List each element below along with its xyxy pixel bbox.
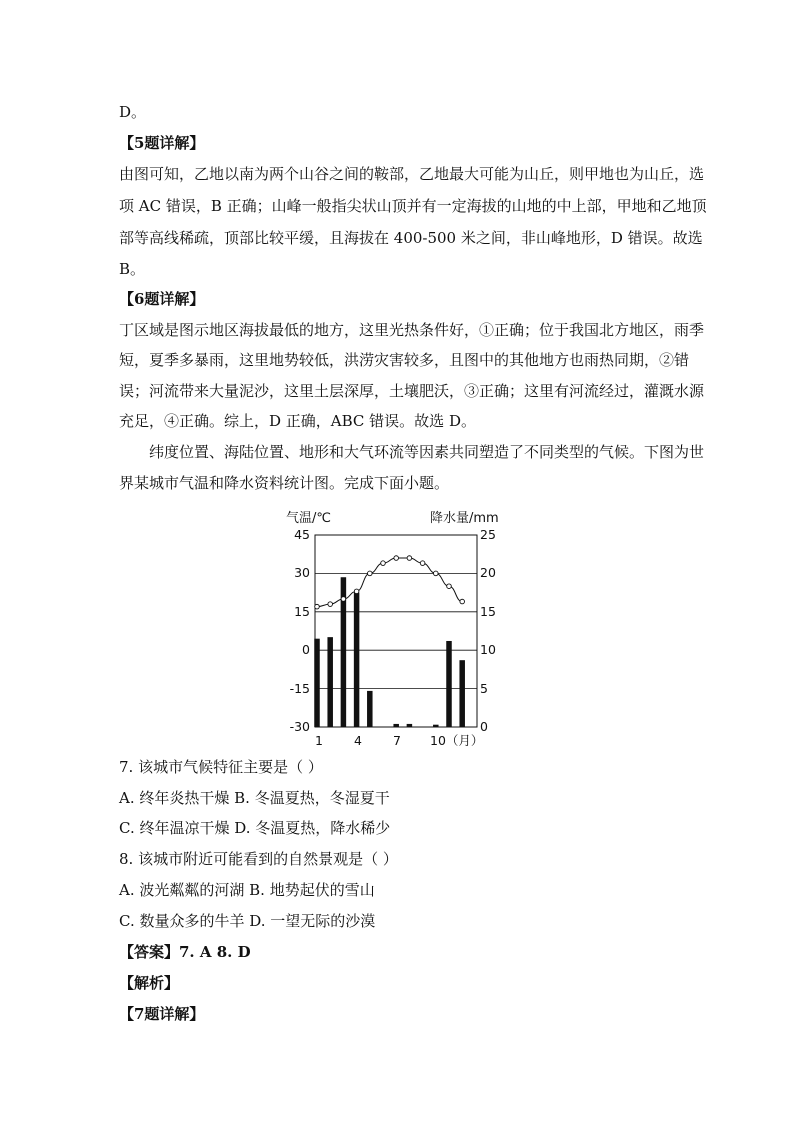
precipitation-bar: [407, 724, 413, 727]
left-tick-label: 15: [294, 604, 310, 619]
precipitation-bar: [314, 639, 320, 727]
right-tick-label: 15: [480, 604, 496, 619]
left-tick-label: -15: [289, 681, 310, 696]
option-line: A. 终年炎热干燥 B. 冬温夏热，冬湿夏干: [119, 789, 390, 807]
precipitation-bar: [446, 641, 452, 727]
precipitation-bar: [433, 725, 439, 727]
temperature-point: [341, 597, 346, 602]
option-line: A. 波光粼粼的河湖 B. 地势起伏的雪山: [119, 881, 375, 899]
text-line: 部等高线稀疏，顶部比较平缓，且海拔在 400-500 米之间，非山峰地形，D 错误。故选: [119, 229, 703, 247]
x-tick-label: 10（月）: [430, 733, 484, 748]
option-line: C. 终年温凉干燥 D. 冬温夏热，降水稀少: [119, 819, 391, 837]
right-tick-label: 25: [480, 527, 496, 542]
right-axis-label: 降水量/mm: [430, 511, 499, 526]
temperature-point: [394, 556, 399, 561]
temperature-point: [354, 589, 359, 594]
precipitation-bar: [354, 593, 360, 727]
left-tick-labels: [290, 527, 310, 734]
analysis-heading: 【解析】: [119, 974, 180, 992]
question-8: 8. 该城市附近可能看到的自然景观是（ ）: [119, 850, 398, 868]
right-tick-label: 10: [480, 642, 496, 657]
temperature-point: [420, 561, 425, 566]
text-line: 由图可知，乙地以南为两个山谷之间的鞍部，乙地最大可能为山丘，则甲地也为山丘，选: [119, 165, 705, 183]
grid-lines: [315, 573, 477, 688]
x-tick-labels: [315, 733, 483, 748]
temperature-point: [460, 599, 465, 604]
x-tick-label: 1: [315, 733, 323, 748]
temperature-point: [407, 556, 412, 561]
temperature-point: [434, 571, 439, 576]
right-tick-label: 20: [480, 565, 496, 580]
left-tick-label: 30: [294, 565, 310, 580]
left-tick-label: 0: [302, 642, 310, 657]
precipitation-bar: [367, 691, 373, 727]
right-tick-labels: [480, 527, 496, 734]
answer-line: 【答案】7. A 8. D: [119, 943, 251, 961]
temperature-point: [328, 602, 333, 607]
text-line: 纬度位置、海陆位置、地形和大气环流等因素共同塑造了不同类型的气候。下图为世: [149, 443, 705, 461]
text-line: 误；河流带来大量泥沙，这里土层深厚，土壤肥沃，③正确；这里有河流经过，灌溉水源: [119, 382, 705, 400]
text-line: 短，夏季多暴雨，这里地势较低，洪涝灾害较多，且图中的其他地方也雨热同期，②错: [119, 351, 690, 369]
section-heading: 【7题详解】: [119, 1005, 205, 1023]
left-axis-label: 气温/℃: [286, 511, 331, 526]
precipitation-bar: [327, 637, 333, 727]
text-line: 项 AC 错误，B 正确；山峰一般指尖状山顶并有一定海拔的山地的中上部，甲地和乙地顶: [119, 197, 707, 215]
option-line: C. 数量众多的牛羊 D. 一望无际的沙漠: [119, 912, 376, 930]
x-tick-label: 4: [354, 733, 362, 748]
precipitation-bar: [393, 724, 399, 727]
section-heading: 【6题详解】: [119, 290, 205, 308]
temperature-curve: [315, 556, 465, 609]
temperature-point: [315, 604, 320, 609]
section-heading: 【5题详解】: [119, 134, 205, 152]
climate-chart: [280, 505, 540, 751]
temperature-line: [317, 558, 462, 607]
precipitation-bars: [314, 577, 465, 727]
temperature-point: [447, 584, 452, 589]
temperature-point: [368, 571, 373, 576]
temperature-point: [381, 561, 386, 566]
left-tick-label: 45: [294, 527, 310, 542]
text-line: 充足，④正确。综上，D 正确，ABC 错误。故选 D。: [119, 412, 476, 430]
right-tick-label: 0: [480, 719, 488, 734]
right-tick-label: 5: [480, 681, 488, 696]
left-tick-label: -30: [289, 719, 310, 734]
text-line: D。: [119, 103, 147, 121]
text-line: 界某城市气温和降水资料统计图。完成下面小题。: [119, 474, 450, 492]
precipitation-bar: [459, 660, 465, 727]
x-tick-label: 7: [393, 733, 401, 748]
question-7: 7. 该城市气候特征主要是（ ）: [119, 758, 323, 776]
text-line: 丁区域是图示地区海拔最低的地方，这里光热条件好，①正确；位于我国北方地区，雨季: [119, 321, 705, 339]
plot-frame: [315, 535, 477, 727]
text-line: B。: [119, 260, 146, 278]
